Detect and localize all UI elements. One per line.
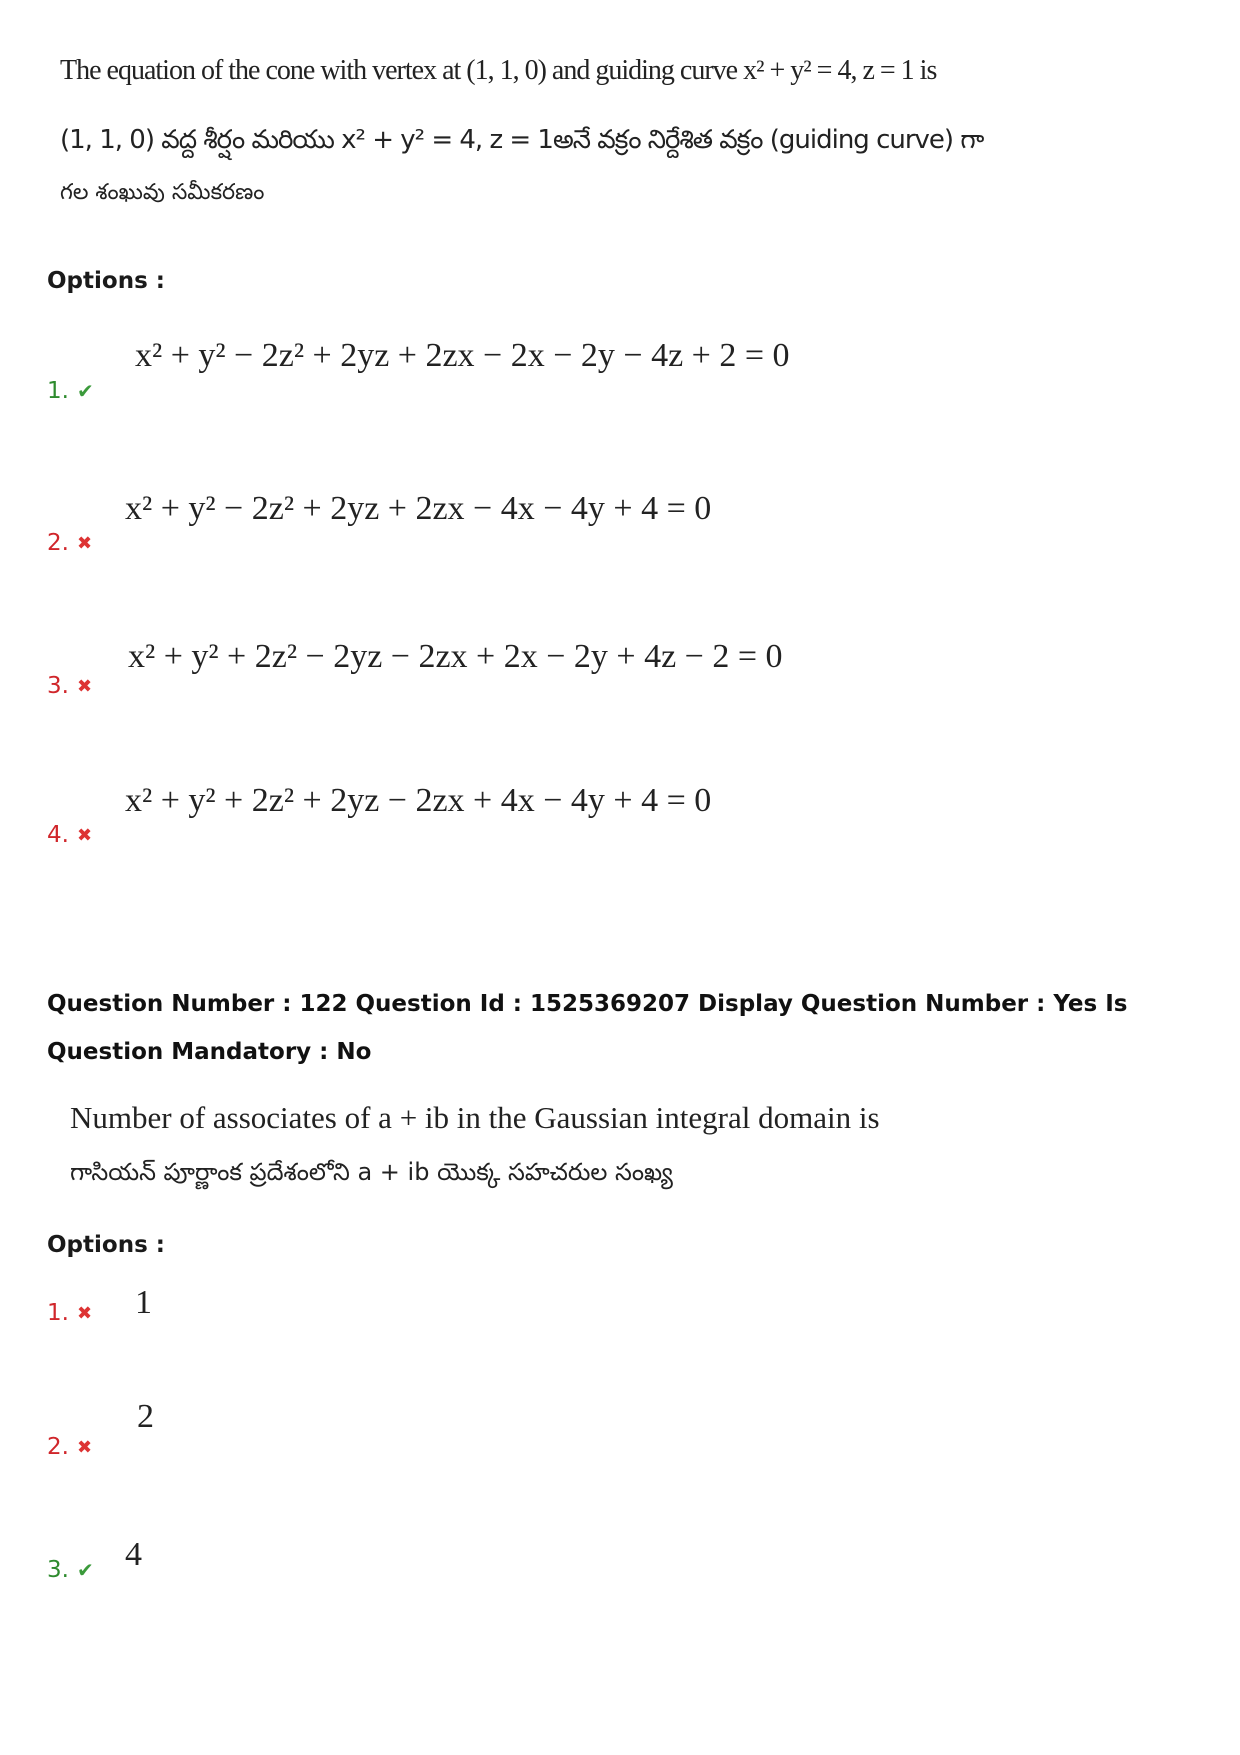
cross-icon: ✖ (76, 1302, 93, 1324)
option-2-equation: x² + y² − 2z² + 2yz + 2zx − 4x − 4y + 4 = 0 (125, 490, 712, 527)
cross-icon: ✖ (76, 675, 93, 697)
options-label: Options : (47, 268, 165, 294)
option-1-value: 1 (135, 1284, 152, 1321)
option-number: 3. (47, 673, 69, 699)
option-1[interactable] (47, 1300, 92, 1326)
option-3-value: 4 (125, 1536, 142, 1573)
cross-icon: ✖ (76, 532, 93, 554)
question-text-english: Number of associates of a + ib in the Gaussian integral domain is (70, 1100, 880, 1135)
option-number: 3. (47, 1557, 69, 1583)
option-3[interactable] (47, 1557, 94, 1583)
option-3[interactable] (47, 673, 92, 699)
check-icon: ✔ (76, 1558, 94, 1582)
cross-icon: ✖ (76, 824, 93, 846)
option-number: 1. (47, 1300, 69, 1326)
option-1[interactable] (47, 378, 94, 404)
option-4-equation: x² + y² + 2z² + 2yz − 2zx + 4x − 4y + 4 = 0 (125, 782, 712, 819)
check-icon: ✔ (76, 379, 94, 403)
question-text-english: The equation of the cone with vertex at (1, 1, 0) and guiding curve x² + y² = 4, z = 1 is (60, 55, 937, 86)
option-2[interactable] (47, 1434, 92, 1460)
option-4[interactable] (47, 822, 92, 848)
cross-icon: ✖ (76, 1436, 93, 1458)
option-number: 2. (47, 530, 69, 556)
question-text-telugu-line2: గల శంఖువు సమీకరణం (60, 180, 265, 205)
options-label: Options : (47, 1232, 165, 1258)
option-1-equation: x² + y² − 2z² + 2yz + 2zx − 2x − 2y − 4z + 2 = 0 (135, 337, 790, 374)
option-number: 1. (47, 378, 69, 404)
option-2-value: 2 (137, 1398, 154, 1435)
option-2[interactable] (47, 530, 92, 556)
option-number: 2. (47, 1434, 69, 1460)
option-3-equation: x² + y² + 2z² − 2yz − 2zx + 2x − 2y + 4z − 2 = 0 (128, 638, 783, 675)
question-text-telugu: గాసియన్ పూర్ణాంక ప్రదేశంలోని a + ib యొక్క సహచరుల సంఖ్య (70, 1158, 673, 1186)
question-text-telugu-line1: (1, 1, 0) వద్ద శీర్షం మరియు x² + y² = 4, z = 1అనే వక్రం నిర్దేశిత వక్రం (guiding curve) గా (60, 125, 984, 155)
question-header: Question Number : 122 Question Id : 1525369207 Display Question Number : Yes Is Question Mandatory : No (47, 991, 1128, 1065)
option-number: 4. (47, 822, 69, 848)
